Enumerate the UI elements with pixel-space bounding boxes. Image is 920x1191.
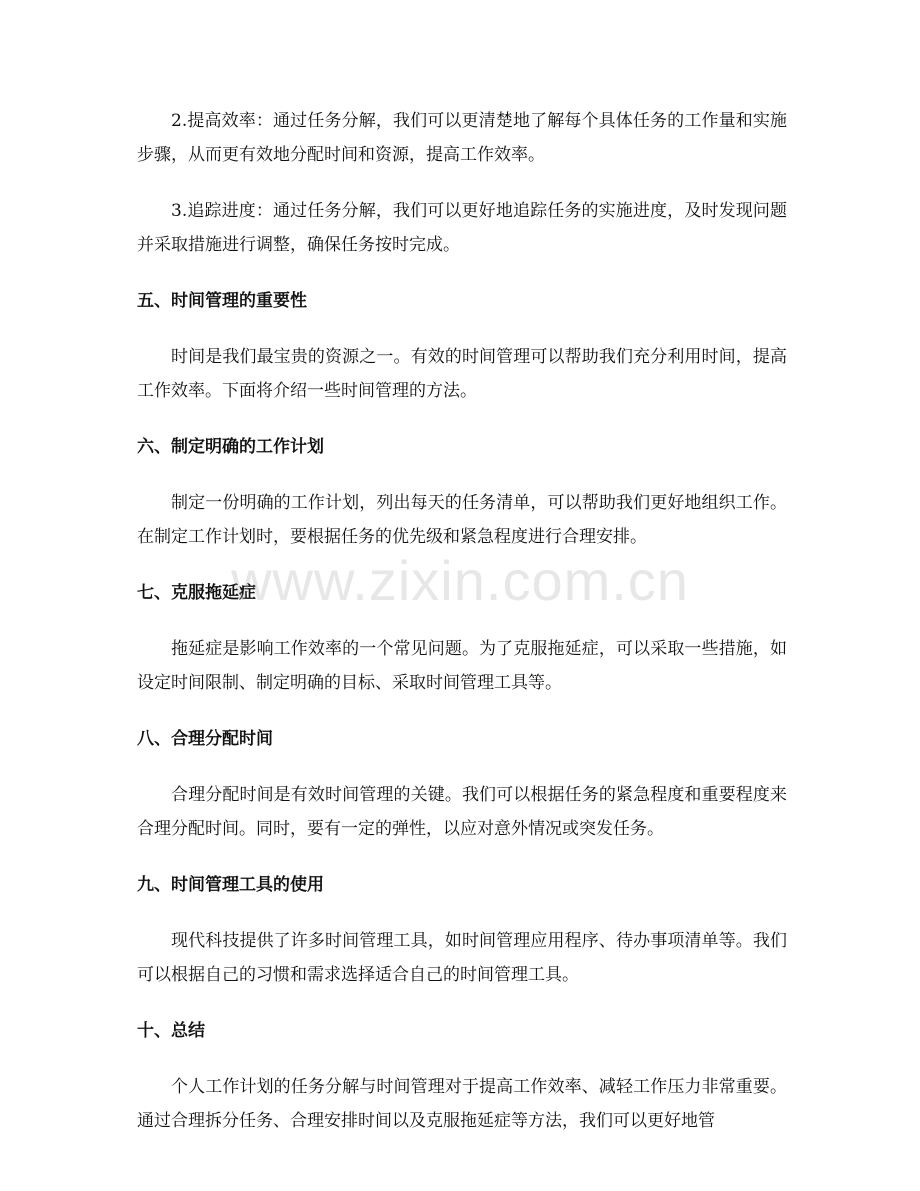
section-body-8: 合理分配时间是有效时间管理的关键。我们可以根据任务的紧急程度和重要程度来合理分配时间。同时，要有一定的弹性，以应对意外情况或突发任务。 [137,785,787,839]
section-heading-8: 八、合理分配时间 [137,729,273,749]
watermark-text: www.zixin.com.cn [231,549,689,612]
paragraph-tracking: 3.追踪进度：通过任务分解，我们可以更好地追踪任务的实施进度，及时发现问题并采取措施进行调整，确保任务按时完成。 [137,201,787,255]
section-heading-10: 十、总结 [137,1021,205,1041]
section-heading-7: 七、克服拖延症 [137,583,256,603]
section-heading-9: 九、时间管理工具的使用 [137,875,324,895]
section-body-6: 制定一份明确的工作计划，列出每天的任务清单，可以帮助我们更好地组织工作。在制定工作计划时，要根据任务的优先级和紧急程度进行合理安排。 [137,493,787,547]
paragraph-efficiency: 2.提高效率：通过任务分解，我们可以更清楚地了解每个具体任务的工作量和实施步骤，从而更有效地分配时间和资源，提高工作效率。 [137,111,787,165]
section-body-10: 个人工作计划的任务分解与时间管理对于提高工作效率、减轻工作压力非常重要。通过合理拆分任务、合理安排时间以及克服拖延症等方法，我们可以更好地管 [137,1077,787,1131]
section-heading-6: 六、制定明确的工作计划 [137,437,324,457]
section-body-7: 拖延症是影响工作效率的一个常见问题。为了克服拖延症，可以采取一些措施，如设定时间限制、制定明确的目标、采取时间管理工具等。 [137,639,787,693]
document-body [137,104,787,1160]
section-body-5: 时间是我们最宝贵的资源之一。有效的时间管理可以帮助我们充分利用时间，提高工作效率。下面将介绍一些时间管理的方法。 [137,347,787,401]
section-body-9: 现代科技提供了许多时间管理工具，如时间管理应用程序、待办事项清单等。我们可以根据自己的习惯和需求选择适合自己的时间管理工具。 [137,931,787,985]
section-heading-5: 五、时间管理的重要性 [137,291,307,311]
